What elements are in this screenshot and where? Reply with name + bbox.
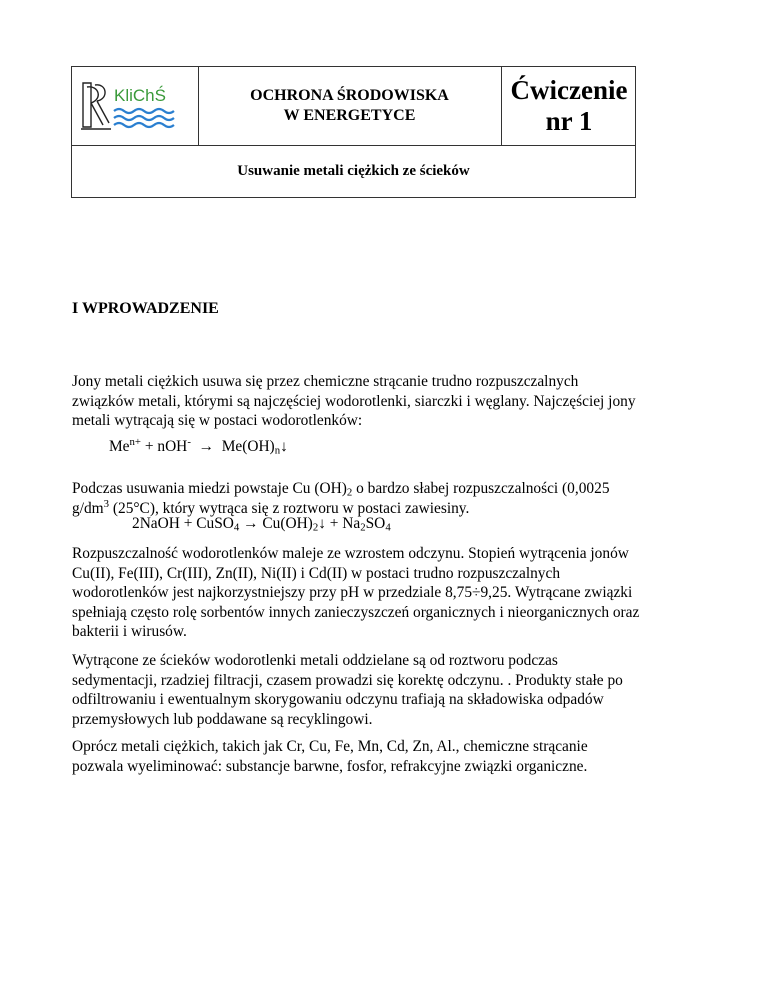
logo-waves-icon [114, 109, 174, 127]
text-line: Podczas usuwania miedzi powstaje Cu $(OH)_2$ o bardzo słabej rozpuszczalności (0,0025 [72, 480, 610, 499]
text-line: związków metali, którymi są najczęściej wodorotlenki, siarczki i węglany. Najczęściej jony [72, 392, 636, 410]
text-line: Jony metali ciężkich usuwa się przez chemiczne strącanie trudno rozpuszczalnych [72, 373, 579, 390]
header-title [198, 67, 502, 145]
text-line: Cu(II), Fe(III), Cr(III), Zn(II), Ni(II) i Cd(II) w postaci trudno rozpuszczalnych [72, 564, 561, 582]
text-line: sedymentacji, rzadziej filtracji, czasem prowadzi się korektę odczynu. . Produkty stałe po [72, 671, 623, 689]
text-line: przemysłowych lub poddawane są recyklingowi. [72, 710, 373, 728]
paragraph-solubility [72, 544, 712, 642]
text-line: bakterii i wirusów. [72, 623, 187, 640]
text-line: Wytrącone ze ścieków wodorotlenki metali oddzielane są od roztworu podczas [72, 652, 558, 669]
klichs-logo [77, 77, 195, 135]
exercise-number [502, 67, 636, 145]
text-line: pozwala wyeliminować: substancje barwne, fosfor, refrakcyjne związki organiczne. [72, 757, 588, 775]
logo-cell [72, 67, 199, 145]
text-line: wodorotlenków jest najkorzystniejszy przy pH w przedziale 8,75÷9,25. Wytrącane związki [72, 584, 633, 601]
equation-hydroxide: $Me^{n+} + nOH^-$ → $Me(OH)_n↓$ [109, 436, 288, 457]
logo-emblem-icon [81, 83, 111, 129]
equation-copper: 2NaOH + CuSO$_4$ → $Cu(OH)_2↓ + Na_2SO_4$ [132, 515, 391, 534]
header-subtitle: Usuwanie metali ciężkich ze ścieków [237, 163, 470, 179]
text-line: spełniają często rolę sorbentów innych zanieczyszczeń organicznych i nieorganicznych oraz [72, 603, 640, 621]
paragraph-separation [72, 651, 712, 729]
text-line: odfiltrowaniu i ewentualnym skorygowaniu odczynu trafiają na składowiska odpadów [72, 691, 604, 708]
header-title-line1: OCHRONA ŚRODOWISKA [250, 87, 449, 104]
text-line: Oprócz metali ciężkich, takich jak Cr, Cu, Fe, Mn, Cd, Zn, Al., chemiczne strącanie [72, 738, 588, 755]
exercise-label: Ćwiczenie [510, 75, 628, 105]
paragraph-intro [72, 372, 712, 431]
header-table [71, 66, 636, 198]
text-line: $g/dm^3$ (25°C), który wytrąca się z roztworu w postaci zawiesiny. [72, 497, 470, 517]
section-heading: I WPROWADZENIE [72, 300, 219, 317]
header-title-line2: W ENERGETYCE [283, 107, 416, 124]
paragraph-copper [72, 479, 712, 518]
paragraph-other-uses [72, 737, 712, 776]
exercise-nr: nr 1 [545, 106, 593, 136]
logo-text: KliChŚ [114, 86, 166, 105]
header-top-row [72, 67, 635, 146]
text-line: Rozpuszczalność wodorotlenków maleje ze wzrostem odczynu. Stopień wytrącenia jonów [72, 545, 629, 562]
text-line: metali wytrącają się w postaci wodorotlenków: [72, 412, 363, 429]
